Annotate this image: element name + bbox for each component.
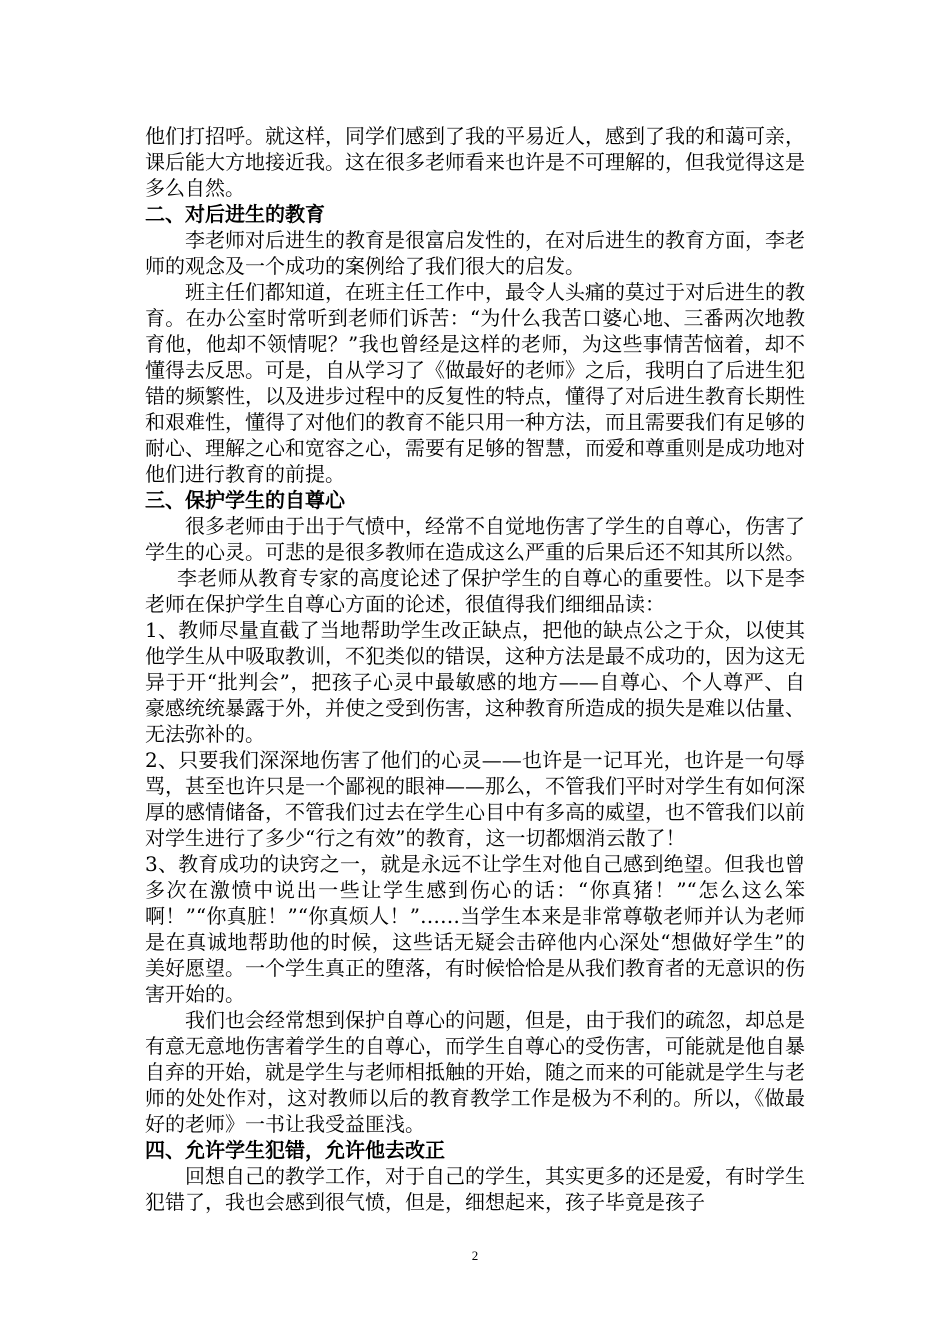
paragraph: 李老师从教育专家的高度论述了保护学生的自尊心的重要性。以下是李老师在保护学生自尊心方面的论述，很值得我们细细品读：: [145, 566, 805, 616]
paragraph: 我们也会经常想到保护自尊心的问题，但是，由于我们的疏忽，却总是有意无意地伤害着学生的自尊心，而学生自尊心的受伤害，可能就是他自暴自弃的开始，就是学生与老师相抵触的开始，随之而来的可能就是学生与老师的处处作对，这对教师以后的教育教学工作是极为不利的。所以，《做最好的老师》一书让我受益匪浅。: [145, 1008, 805, 1136]
paragraph: 班主任们都知道，在班主任工作中，最令人头痛的莫过于对后进生的教育。在办公室时常听到老师们诉苦：“为什么我苦口婆心地、三番两次地教育他，他却不领情呢？”我也曾经是这样的老师，为这些事情苦恼着，却不懂得去反思。可是，自从学习了《做最好的老师》之后，我明白了后进生犯错的频繁性，以及进步过程中的反复性的特点，懂得了对后进生教育长期性和艰难性，懂得了对他们的教育不能只用一种方法，而且需要我们有足够的耐心、理解之心和宽容之心，需要有足够的智慧，而爱和尊重则是成功地对他们进行教育的前提。: [145, 280, 805, 486]
paragraph: 他们打招呼。就这样，同学们感到了我的平易近人，感到了我的和蔼可亲，课后能大方地接近我。这在很多老师看来也许是不可理解的，但我觉得这是多么自然。: [145, 124, 805, 200]
paragraph: 李老师对后进生的教育是很富启发性的，在对后进生的教育方面，李老师的观念及一个成功的案例给了我们很大的启发。: [145, 228, 805, 278]
list-item: 3、教育成功的诀窍之一，就是永远不让学生对他自己感到绝望。但我也曾多次在激愤中说出一些让学生感到伤心的话：“你真猪！”“怎么这么笨啊！”“你真脏！”“你真烦人！”……当学生本来是非常尊敬老师并认为老师是在真诚地帮助他的时候，这些话无疑会击碎他内心深处“想做好学生”的美好愿望。一个学生真正的堕落，有时候恰恰是从我们教育者的无意识的伤害开始的。: [145, 852, 805, 1006]
paragraph: 回想自己的教学工作，对于自己的学生，其实更多的还是爱，有时学生犯错了，我也会感到很气愤，但是，细想起来，孩子毕竟是孩子: [145, 1164, 805, 1214]
list-item: 2、只要我们深深地伤害了他们的心灵——也许是一记耳光，也许是一句辱骂，甚至也许只是一个鄙视的眼神——那么，不管我们平时对学生有如何深厚的感情储备，不管我们过去在学生心目中有多高的威望，也不管我们以前对学生进行了多少“行之有效”的教育，这一切都烟消云散了！: [145, 748, 805, 850]
list-item: 1、教师尽量直截了当地帮助学生改正缺点，把他的缺点公之于众，以使其他学生从中吸取教训，不犯类似的错误，这种方法是最不成功的，因为这无异于开“批判会”，把孩子心灵中最敏感的地方——自尊心、个人尊严、自豪感统统暴露于外，并使之受到伤害，这种教育所造成的损失是难以估量、无法弥补的。: [145, 618, 805, 746]
section-heading: 二、对后进生的教育: [145, 202, 325, 226]
body-text: [145, 123, 805, 1215]
paragraph: 很多老师由于出于气愤中，经常不自觉地伤害了学生的自尊心，伤害了学生的心灵。可悲的是很多教师在造成这么严重的后果后还不知其所以然。: [145, 514, 805, 564]
section-heading: 三、保护学生的自尊心: [145, 488, 345, 512]
page-number: 2: [471, 1248, 479, 1263]
section-heading: 四、允许学生犯错，允许他去改正: [145, 1138, 445, 1162]
